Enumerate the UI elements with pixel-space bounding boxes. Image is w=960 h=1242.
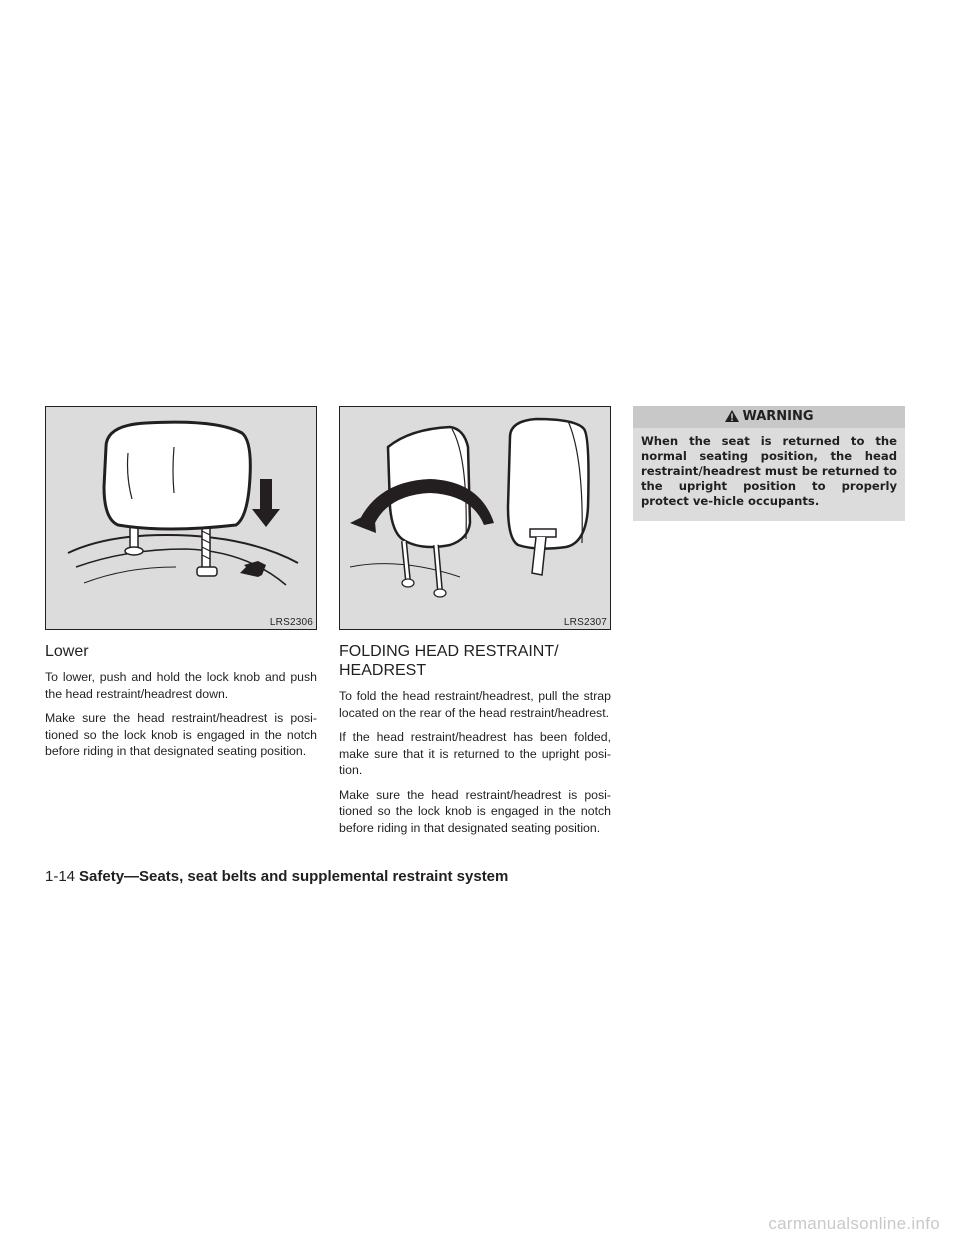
lower-heading: Lower xyxy=(45,643,89,660)
figure-code: LRS2306 xyxy=(269,617,313,628)
folding-heading-line2: HEADREST xyxy=(339,662,427,679)
lower-paragraph-2: Make sure the head restraint/headrest is posi-tioned so the lock knob is engaged in the notch before riding in that designated seating position. xyxy=(45,711,317,758)
warning-title: WARNING xyxy=(742,409,814,424)
warning-box xyxy=(633,406,905,521)
folding-heading-line1: FOLDING HEAD RESTRAINT/ xyxy=(339,643,559,660)
folding-paragraph-1: To fold the head restraint/headrest, pull the strap located on the rear of the head restraint/headrest. xyxy=(339,689,611,720)
folding-paragraph-3: Make sure the head restraint/headrest is posi-tioned so the lock knob is engaged in the notch before riding in that designated seating position. xyxy=(339,787,611,835)
column-middle xyxy=(339,406,611,844)
headrest-folding-illustration xyxy=(340,407,610,629)
folding-paragraph-2: If the head restraint/headrest has been folded, make sure that it is returned to the upright posi-tion. xyxy=(339,730,611,777)
figure-folding-headrest xyxy=(339,406,611,630)
column-left xyxy=(45,406,317,768)
lower-paragraph-1: To lower, push and hold the lock knob and push the head restraint/headrest down. xyxy=(45,670,317,701)
headrest-lower-illustration xyxy=(46,407,316,629)
warning-triangle-icon xyxy=(724,409,740,423)
figure-code: LRS2307 xyxy=(563,617,607,628)
warning-header xyxy=(633,406,905,428)
folding-heading xyxy=(339,642,611,680)
page-footer xyxy=(45,868,508,885)
figure-lower-headrest xyxy=(45,406,317,630)
page-number: 1-14 xyxy=(45,868,76,885)
watermark: carmanualsonline.info xyxy=(768,1214,940,1233)
warning-text: When the seat is returned to the normal seating position, the head restraint/headrest must be returned to the upright position to properly protect ve-hicle occupants. xyxy=(641,434,897,508)
chapter-title: Safety—Seats, seat belts and supplemental restraint system xyxy=(79,868,509,885)
column-right xyxy=(633,406,905,521)
